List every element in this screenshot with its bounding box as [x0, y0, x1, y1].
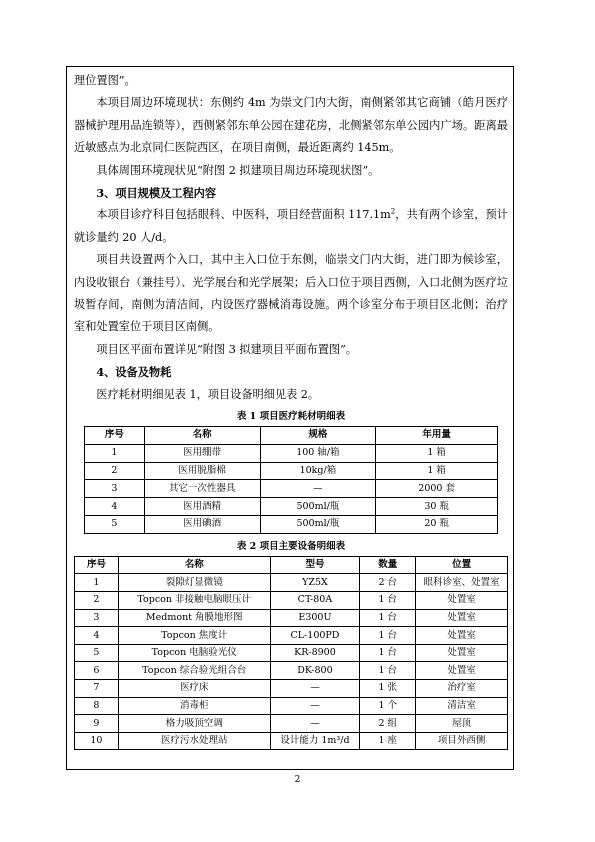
paragraph-entrances: 项目共设置两个入口，其中主入口位于东侧，临崇文门内大街，进门即为候诊室，内设收银台（兼挂号）、光学展台和光学展架；后入口位于项目西侧，入口北侧为医疗垃圾暂存间，南侧为清洁间，内设医疗器械消毒设施。两个诊室分布于项目区北侧；治疗室和处置室位于项目区南侧。: [74, 253, 508, 334]
table-cell: 4: [85, 498, 145, 516]
table-cell: 处置室: [416, 627, 508, 645]
table-cell: 清洁室: [416, 697, 508, 715]
table-cell: 9: [75, 715, 119, 733]
table-cell: KR-8900: [270, 644, 360, 662]
table-header-cell: 名称: [118, 556, 270, 574]
table-cell: 处置室: [416, 609, 508, 627]
table-cell: Topcon 综合验光组合台: [118, 662, 270, 680]
paragraph-surroundings: 本项目周边环境现状：东侧约 4m 为崇文门内大街，南侧紧邻其它商铺（皓月医疗器械护理用品连锁等），西侧紧邻东单公园在建花房，北侧紧邻东单公园内广场。距离最近敏感点为北京同仁医院西区，在项目南侧，最近距离约 145m。: [74, 96, 508, 155]
table-cell: 30 瓶: [376, 498, 498, 516]
section-heading-equipment: 4、设备及物耗: [96, 365, 172, 380]
table-header-cell: 序号: [75, 556, 119, 574]
table-row: [85, 462, 498, 480]
table-cell: E300U: [270, 609, 360, 627]
table-cell: DK-800: [270, 662, 360, 680]
table-cell: 10: [75, 732, 119, 750]
table-row: [85, 444, 498, 462]
table-cell: 5: [75, 644, 119, 662]
table-cell: 处置室: [416, 662, 508, 680]
table-cell: 1: [75, 574, 119, 592]
table-cell: —: [260, 480, 376, 498]
table-row: [75, 609, 508, 627]
table-cell: 10kg/箱: [260, 462, 376, 480]
table-row: [85, 498, 498, 516]
table-cell: 2: [85, 462, 145, 480]
table-cell: Topcon 非接触电脑眼压计: [118, 592, 270, 610]
table-cell: —: [270, 715, 360, 733]
table-cell: 2: [75, 592, 119, 610]
table-cell: Medmont 角膜地形图: [118, 609, 270, 627]
document-body: [74, 70, 508, 750]
table-row: [75, 732, 508, 750]
table-cell: 100 轴/箱: [260, 444, 376, 462]
table-cell: 裂隙灯显微镜: [118, 574, 270, 592]
paragraph-scale: [74, 204, 508, 249]
table-cell: 1 台: [360, 644, 416, 662]
table-cell: 1 个: [360, 697, 416, 715]
paragraph-surroundings-ref: 具体周围环境现状见“附图 2 拟建项目周边环境现状图”。: [96, 163, 380, 177]
table-header-cell: 年用量: [376, 427, 498, 445]
paragraph-location-ref: 理位置图”。: [74, 74, 136, 87]
table-cell: YZ5X: [270, 574, 360, 592]
table-cell: 医用酒精: [144, 498, 260, 516]
table-cell: 5: [85, 516, 145, 534]
table-header-row: [75, 556, 508, 574]
table-header-cell: 规格: [260, 427, 376, 445]
table-header-cell: 位置: [416, 556, 508, 574]
table-cell: 消毒柜: [118, 697, 270, 715]
table-row: [75, 627, 508, 645]
scale-text-b: ，共有两个诊室，预计就诊量约 20 人/d。: [74, 208, 508, 244]
page-number: 2: [294, 775, 301, 785]
table-row: [75, 574, 508, 592]
consumables-table: [84, 426, 498, 534]
table-cell: 其它一次性器具: [144, 480, 260, 498]
table1-caption: 表 1 项目医疗耗材明细表: [236, 411, 346, 423]
table2-caption: 表 2 项目主要设备明细表: [236, 540, 346, 552]
table-cell: 3: [85, 480, 145, 498]
table-cell: 1 张: [360, 680, 416, 698]
table-cell: —: [270, 680, 360, 698]
table-cell: 500ml/瓶: [260, 498, 376, 516]
table-cell: 屋顶: [416, 715, 508, 733]
table-cell: 2000 套: [376, 480, 498, 498]
table-cell: 1 台: [360, 627, 416, 645]
table-cell: 处置室: [416, 592, 508, 610]
table-cell: 1: [85, 444, 145, 462]
table-header-cell: 型号: [270, 556, 360, 574]
table-cell: 1 箱: [376, 444, 498, 462]
table-cell: 20 瓶: [376, 516, 498, 534]
table-header-cell: 序号: [85, 427, 145, 445]
table-cell: 7: [75, 680, 119, 698]
table-header-cell: 数量: [360, 556, 416, 574]
table-cell: 处置室: [416, 644, 508, 662]
table-cell: 医疗污水处理站: [118, 732, 270, 750]
table-cell: 医疗床: [118, 680, 270, 698]
table-cell: Topcon 焦度计: [118, 627, 270, 645]
equipment-table: [74, 556, 508, 751]
table-cell: 项目外西侧: [416, 732, 508, 750]
table-cell: 医用碘酒: [144, 516, 260, 534]
table-row: [75, 592, 508, 610]
table-row: [85, 516, 498, 534]
paragraph-layout-ref: 项目区平面布置详见“附图 3 拟建项目平面布置图”。: [96, 342, 357, 356]
section-heading-scale: 3、项目规模及工程内容: [96, 186, 217, 201]
table-cell: CL-100PD: [270, 627, 360, 645]
table-row: [75, 662, 508, 680]
table-cell: Topcon 电脑验光仪: [118, 644, 270, 662]
area-unit-superscript: 2: [390, 207, 396, 216]
table-cell: 格力吸顶空调: [118, 715, 270, 733]
table-cell: 8: [75, 697, 119, 715]
table-cell: 2 组: [360, 715, 416, 733]
table-cell: 1 台: [360, 609, 416, 627]
table-header-cell: 名称: [144, 427, 260, 445]
paragraph-tables-ref: 医疗耗材明细见表 1，项目设备明细见表 2。: [96, 387, 320, 401]
table-cell: 1 箱: [376, 462, 498, 480]
table-row: [75, 680, 508, 698]
table-cell: 医用绷带: [144, 444, 260, 462]
table-cell: 4: [75, 627, 119, 645]
table-row: [75, 697, 508, 715]
table-cell: 眼科诊室、处置室: [416, 574, 508, 592]
table-cell: 1 台: [360, 592, 416, 610]
table-cell: CT-80A: [270, 592, 360, 610]
table-row: [85, 480, 498, 498]
table-cell: 6: [75, 662, 119, 680]
table-row: [75, 644, 508, 662]
table-cell: 治疗室: [416, 680, 508, 698]
table-cell: 500ml/瓶: [260, 516, 376, 534]
table-cell: 3: [75, 609, 119, 627]
table-cell: 2 台: [360, 574, 416, 592]
table-cell: 1 台: [360, 662, 416, 680]
table-row: [75, 715, 508, 733]
table-cell: 1 座: [360, 732, 416, 750]
table-header-row: [85, 427, 498, 445]
scale-text-a: 本项目诊疗科目包括眼科、中医科，项目经营面积 117.1m: [96, 208, 391, 222]
table-cell: —: [270, 697, 360, 715]
table-cell: 医用脱脂棉: [144, 462, 260, 480]
table-cell: 设计能力 1m³/d: [270, 732, 360, 750]
